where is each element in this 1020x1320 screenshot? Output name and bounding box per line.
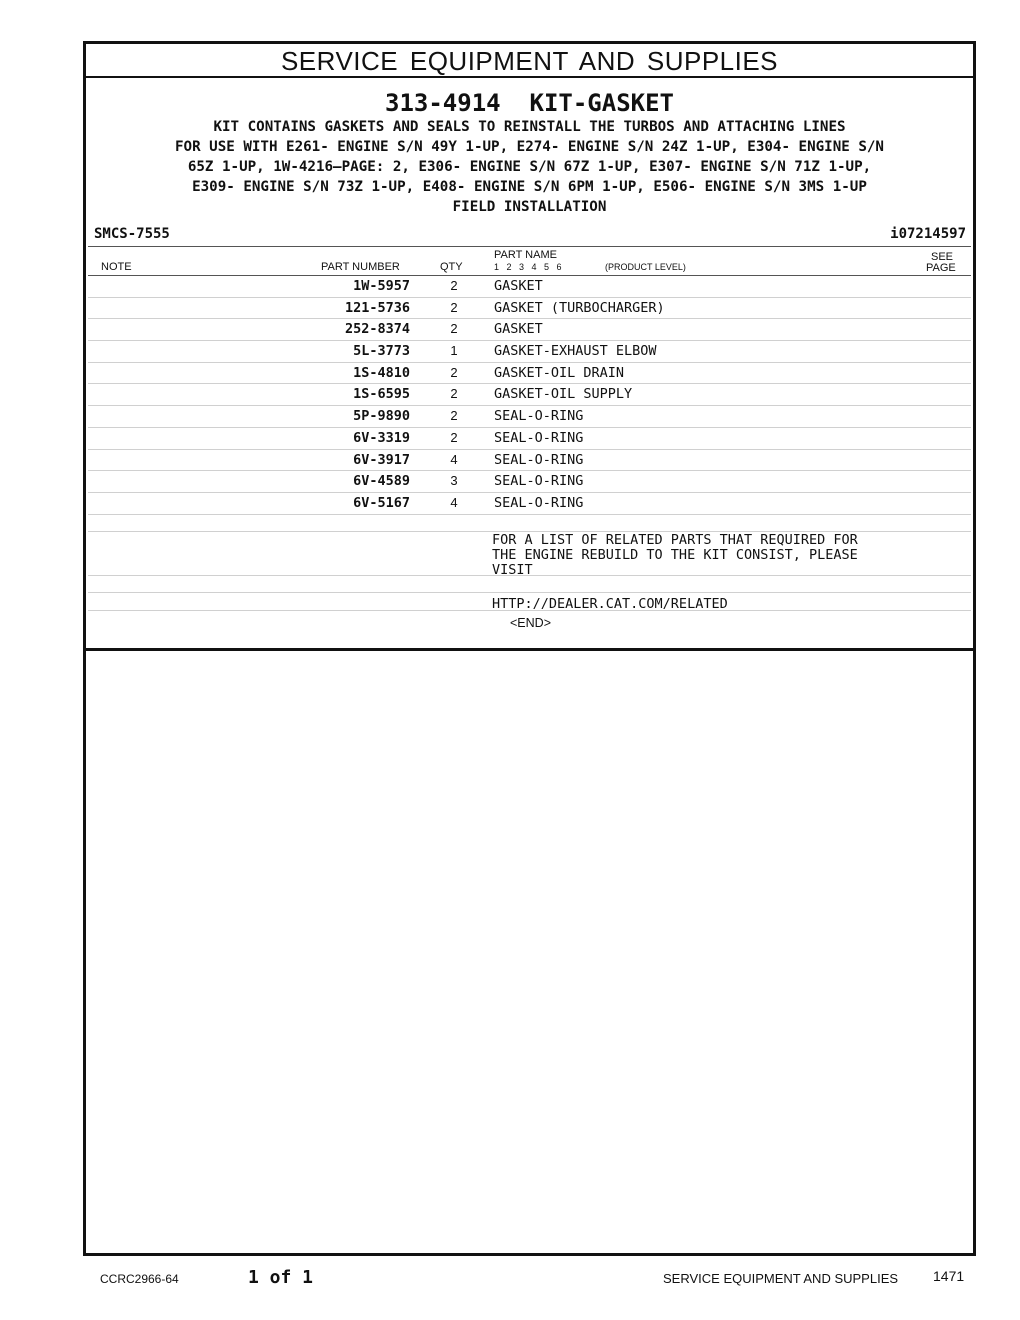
part-name: GASKET (TURBOCHARGER) (494, 299, 665, 316)
column-header-part-name: PART NAME (494, 249, 557, 261)
part-qty: 4 (450, 451, 458, 467)
kit-description-line: E309- ENGINE S/N 73Z 1-UP, E408- ENGINE S/N 6PM 1-UP, E506- ENGINE S/N 3MS 1-UP (192, 179, 867, 195)
kit-description-line: KIT CONTAINS GASKETS AND SEALS TO REINSTALL THE TURBOS AND ATTACHING LINES (213, 119, 846, 135)
part-qty: 2 (450, 299, 458, 315)
smcs-code: SMCS-7555 (94, 226, 170, 242)
part-number: 6V-5167 (353, 494, 410, 511)
table-row (88, 428, 971, 450)
part-name: SEAL-O-RING (494, 429, 584, 446)
part-name: GASKET-OIL SUPPLY (494, 386, 633, 403)
column-header-product-level: (PRODUCT LEVEL) (605, 262, 686, 272)
column-header-page: PAGE (926, 262, 956, 274)
part-qty: 2 (450, 429, 458, 445)
part-qty: 3 (450, 473, 458, 489)
document-id: i07214597 (890, 226, 966, 242)
note-line: FOR A LIST OF RELATED PARTS THAT REQUIRED FOR (492, 532, 858, 548)
footer-page-number: 1471 (933, 1268, 965, 1284)
part-number: 252-8374 (344, 321, 410, 338)
table-row (88, 471, 971, 493)
footer-doc-code: CCRC2966-64 (100, 1272, 179, 1286)
part-name: GASKET-EXHAUST ELBOW (494, 343, 657, 360)
part-name: GASKET (494, 321, 543, 338)
row-rule (88, 592, 971, 593)
kit-header (86, 80, 973, 217)
column-header-part-number: PART NUMBER (321, 261, 400, 273)
table-row (88, 493, 971, 515)
part-number: 121-5736 (344, 299, 410, 316)
kit-title: 313-4914 KIT-GASKET (385, 89, 674, 117)
part-number: 1S-4810 (353, 364, 410, 381)
table-row (88, 450, 971, 472)
kit-description-line: 65Z 1-UP, 1W-4216—PAGE: 2, E306- ENGINE S/N 67Z 1-UP, E307- ENGINE S/N 71Z 1-UP, (187, 159, 872, 175)
table-row (88, 384, 971, 406)
footer-page-of: 1 of 1 (248, 1267, 314, 1288)
part-number: 5P-9890 (353, 408, 410, 425)
part-number: 1S-6595 (353, 386, 410, 403)
column-header-levels: 1 2 3 4 5 6 (494, 262, 562, 272)
part-number: 5L-3773 (353, 343, 410, 360)
column-header-qty: QTY (440, 261, 463, 273)
page-frame (83, 41, 976, 1256)
column-header-note: NOTE (101, 261, 132, 273)
end-marker: <END> (510, 616, 551, 630)
section-divider (86, 648, 973, 651)
table-row (88, 298, 971, 320)
table-row (88, 319, 971, 341)
part-number: 6V-3319 (353, 429, 410, 446)
section-title: SERVICE EQUIPMENT AND SUPPLIES (86, 44, 973, 78)
table-row (88, 406, 971, 428)
note-line: VISIT (492, 562, 533, 578)
table-row-blank (88, 515, 971, 532)
part-number: 1W-5957 (353, 278, 410, 294)
part-name: SEAL-O-RING (494, 408, 584, 425)
kit-description-line: FIELD INSTALLATION (452, 199, 607, 215)
header-top-rule (88, 246, 971, 247)
part-name: SEAL-O-RING (494, 494, 584, 511)
part-qty: 2 (450, 408, 458, 424)
note-line: THE ENGINE REBUILD TO THE KIT CONSIST, PLEASE (492, 547, 858, 563)
part-name: SEAL-O-RING (494, 473, 584, 490)
part-number: 6V-3917 (353, 451, 410, 468)
part-qty: 2 (450, 321, 458, 337)
table-row (88, 341, 971, 363)
parts-table (88, 276, 971, 532)
part-name: GASKET-OIL DRAIN (494, 364, 625, 381)
kit-description-line: FOR USE WITH E261- ENGINE S/N 49Y 1-UP, E274- ENGINE S/N 24Z 1-UP, E304- ENGINE S/N (175, 139, 884, 155)
part-qty: 2 (450, 386, 458, 402)
part-name: GASKET (494, 278, 543, 294)
kit-description (86, 117, 973, 217)
part-qty: 2 (450, 278, 458, 293)
part-qty: 2 (450, 364, 458, 380)
footer-section: SERVICE EQUIPMENT AND SUPPLIES (663, 1271, 899, 1286)
part-name: SEAL-O-RING (494, 451, 584, 468)
part-number: 6V-4589 (353, 473, 410, 490)
part-qty: 1 (450, 343, 458, 359)
table-row (88, 276, 971, 298)
related-parts-note (492, 533, 912, 578)
related-parts-url: HTTP://DEALER.CAT.COM/RELATED (492, 596, 728, 612)
table-row (88, 363, 971, 385)
column-header-see: SEE (931, 251, 954, 263)
part-qty: 4 (450, 494, 458, 510)
